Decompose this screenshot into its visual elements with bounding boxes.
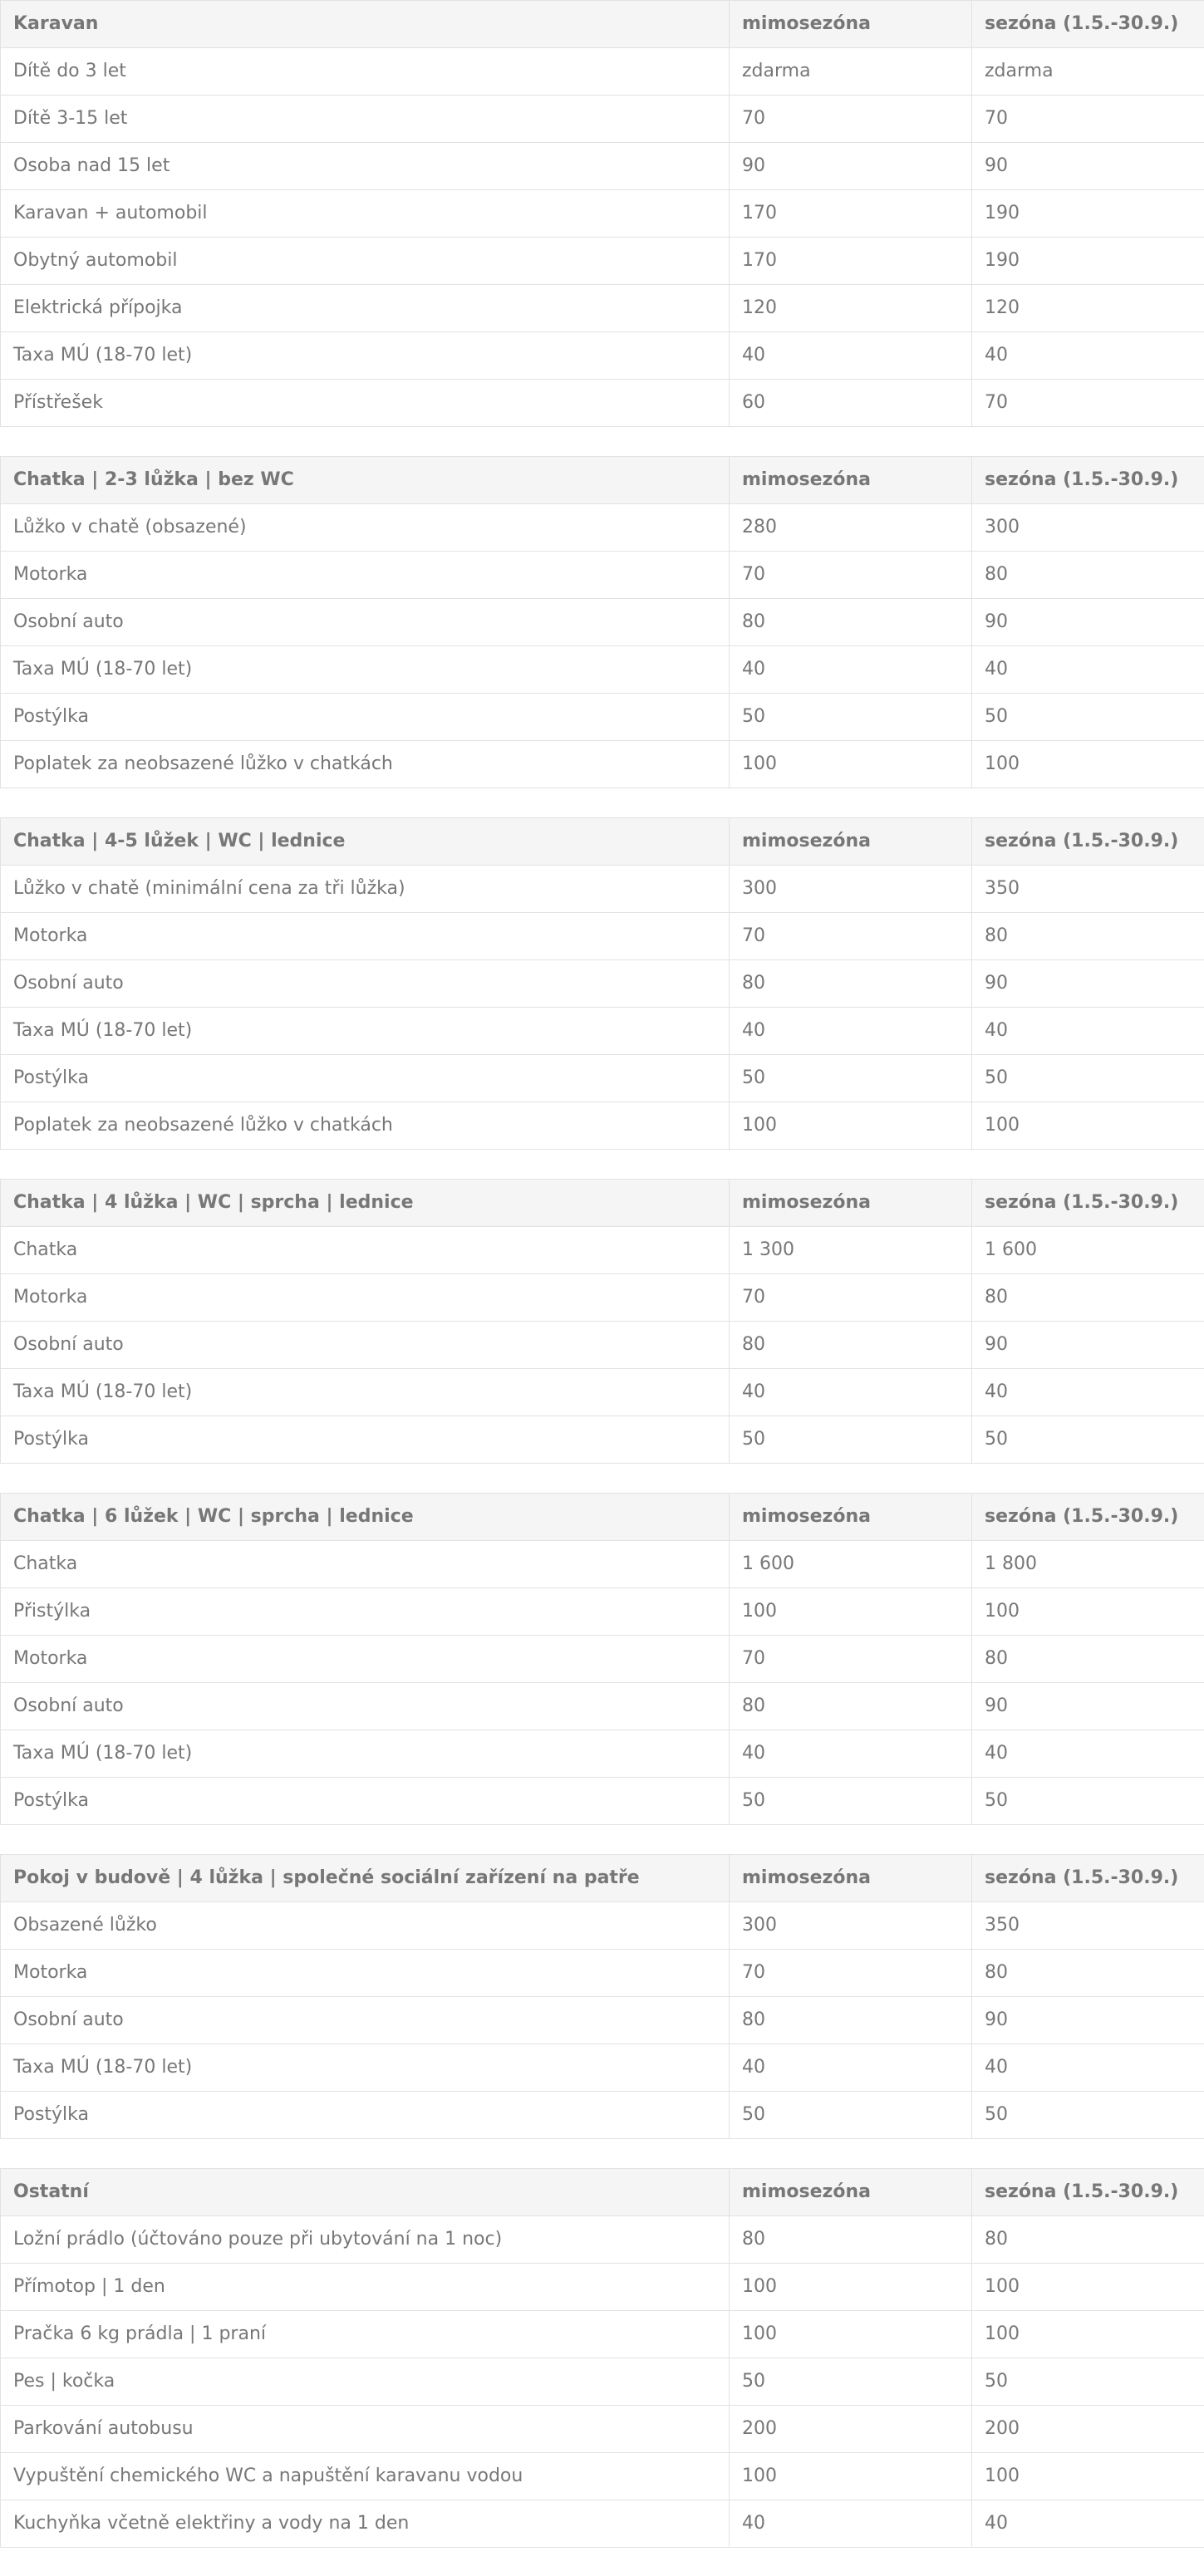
season-price-cell: 80 [972, 1636, 1204, 1683]
item-name-cell: Obytný automobil [1, 238, 730, 285]
table-row [1, 2453, 1204, 2500]
off-season-price-cell: 70 [730, 1950, 972, 1997]
season-price-cell: 300 [972, 504, 1204, 552]
table-row [1, 1008, 1204, 1055]
table-row [1, 599, 1204, 646]
season-price-cell: 40 [972, 332, 1204, 380]
off-season-price-cell: 50 [730, 694, 972, 741]
off-season-price-cell: 50 [730, 2358, 972, 2406]
category-header: Chatka | 6 lůžek | WC | sprcha | lednice [1, 1494, 730, 1541]
table-row [1, 238, 1204, 285]
category-header: Chatka | 4 lůžka | WC | sprcha | lednice [1, 1180, 730, 1227]
item-name-cell: Taxa MÚ (18-70 let) [1, 2044, 730, 2092]
table-row [1, 1369, 1204, 1416]
off-season-price-cell: 40 [730, 2500, 972, 2548]
season-header: sezóna (1.5.-30.9.) [972, 1, 1204, 48]
item-name-cell: Poplatek za neobsazené lůžko v chatkách [1, 741, 730, 788]
table-row [1, 1541, 1204, 1588]
off-season-price-cell: 1 300 [730, 1227, 972, 1274]
off-season-price-cell: 80 [730, 599, 972, 646]
off-season-price-cell: 90 [730, 143, 972, 190]
off-season-price-cell: 80 [730, 1322, 972, 1369]
season-price-cell: 90 [972, 1322, 1204, 1369]
season-price-cell: 80 [972, 2216, 1204, 2264]
off-season-price-cell: 80 [730, 960, 972, 1008]
table-row [1, 2406, 1204, 2453]
off-season-price-cell: 40 [730, 1369, 972, 1416]
item-name-cell: Taxa MÚ (18-70 let) [1, 1008, 730, 1055]
item-name-cell: Přistýlka [1, 1588, 730, 1636]
table-row [1, 1997, 1204, 2044]
season-price-cell: 190 [972, 238, 1204, 285]
item-name-cell: Vypuštění chemického WC a napuštění karavanu vodou [1, 2453, 730, 2500]
off-season-price-cell: 170 [730, 238, 972, 285]
season-price-cell: 50 [972, 2358, 1204, 2406]
item-name-cell: Karavan + automobil [1, 190, 730, 238]
season-header: sezóna (1.5.-30.9.) [972, 1494, 1204, 1541]
off-season-header: mimosezóna [730, 818, 972, 866]
category-header: Chatka | 2-3 lůžka | bez WC [1, 457, 730, 504]
item-name-cell: Osobní auto [1, 599, 730, 646]
off-season-header: mimosezóna [730, 457, 972, 504]
price-table [0, 456, 1204, 788]
price-table [0, 0, 1204, 427]
season-price-cell: 90 [972, 960, 1204, 1008]
item-name-cell: Chatka [1, 1541, 730, 1588]
table-row [1, 1636, 1204, 1683]
off-season-price-cell: 300 [730, 866, 972, 913]
price-table [0, 817, 1204, 1150]
table-row [1, 504, 1204, 552]
item-name-cell: Osoba nad 15 let [1, 143, 730, 190]
season-price-cell: 90 [972, 143, 1204, 190]
item-name-cell: Pračka 6 kg prádla | 1 praní [1, 2311, 730, 2358]
category-header: Pokoj v budově | 4 lůžka | společné sociální zařízení na patře [1, 1855, 730, 1902]
table-header-row [1, 2169, 1204, 2216]
table-row [1, 332, 1204, 380]
season-price-cell: 50 [972, 2092, 1204, 2139]
category-header: Chatka | 4-5 lůžek | WC | lednice [1, 818, 730, 866]
table-row [1, 1683, 1204, 1730]
season-price-cell: 200 [972, 2406, 1204, 2453]
off-season-price-cell: 100 [730, 2453, 972, 2500]
item-name-cell: Postýlka [1, 694, 730, 741]
off-season-header: mimosezóna [730, 1, 972, 48]
off-season-price-cell: 300 [730, 1902, 972, 1950]
season-price-cell: 100 [972, 2453, 1204, 2500]
off-season-header: mimosezóna [730, 1855, 972, 1902]
off-season-price-cell: 70 [730, 1636, 972, 1683]
table-row [1, 2216, 1204, 2264]
off-season-price-cell: 40 [730, 646, 972, 694]
item-name-cell: Motorka [1, 552, 730, 599]
table-header-row [1, 818, 1204, 866]
season-price-cell: 70 [972, 380, 1204, 427]
item-name-cell: Ložní prádlo (účtováno pouze při ubytování na 1 noc) [1, 2216, 730, 2264]
off-season-price-cell: 100 [730, 1588, 972, 1636]
season-price-cell: 40 [972, 2044, 1204, 2092]
item-name-cell: Lůžko v chatě (obsazené) [1, 504, 730, 552]
season-price-cell: 70 [972, 96, 1204, 143]
item-name-cell: Motorka [1, 1274, 730, 1322]
season-price-cell: 50 [972, 694, 1204, 741]
table-row [1, 285, 1204, 332]
table-row [1, 1055, 1204, 1102]
off-season-price-cell: 200 [730, 2406, 972, 2453]
table-row [1, 96, 1204, 143]
season-price-cell: 350 [972, 1902, 1204, 1950]
off-season-price-cell: 60 [730, 380, 972, 427]
item-name-cell: Taxa MÚ (18-70 let) [1, 1369, 730, 1416]
table-row [1, 1322, 1204, 1369]
off-season-price-cell: 280 [730, 504, 972, 552]
item-name-cell: Osobní auto [1, 1997, 730, 2044]
price-table [0, 1854, 1204, 2139]
season-price-cell: 40 [972, 1008, 1204, 1055]
item-name-cell: Elektrická přípojka [1, 285, 730, 332]
season-price-cell: 80 [972, 1274, 1204, 1322]
item-name-cell: Taxa MÚ (18-70 let) [1, 1730, 730, 1778]
item-name-cell: Kuchyňka včetně elektřiny a vody na 1 den [1, 2500, 730, 2548]
item-name-cell: Přístřešek [1, 380, 730, 427]
price-table [0, 1493, 1204, 1825]
season-price-cell: 50 [972, 1055, 1204, 1102]
off-season-price-cell: zdarma [730, 48, 972, 96]
table-row [1, 1950, 1204, 1997]
table-row [1, 1102, 1204, 1150]
season-price-cell: 90 [972, 1997, 1204, 2044]
table-row [1, 2044, 1204, 2092]
item-name-cell: Postýlka [1, 1416, 730, 1464]
item-name-cell: Lůžko v chatě (minimální cena za tři lůžka) [1, 866, 730, 913]
item-name-cell: Dítě 3-15 let [1, 96, 730, 143]
season-price-cell: 40 [972, 2500, 1204, 2548]
off-season-price-cell: 70 [730, 552, 972, 599]
table-row [1, 1274, 1204, 1322]
season-price-cell: 80 [972, 552, 1204, 599]
season-price-cell: 90 [972, 1683, 1204, 1730]
season-price-cell: 1 600 [972, 1227, 1204, 1274]
season-price-cell: 120 [972, 285, 1204, 332]
item-name-cell: Poplatek za neobsazené lůžko v chatkách [1, 1102, 730, 1150]
season-price-cell: 80 [972, 1950, 1204, 1997]
item-name-cell: Chatka [1, 1227, 730, 1274]
item-name-cell: Osobní auto [1, 1322, 730, 1369]
table-row [1, 646, 1204, 694]
item-name-cell: Postýlka [1, 1055, 730, 1102]
item-name-cell: Motorka [1, 1950, 730, 1997]
category-header: Karavan [1, 1, 730, 48]
table-header-row [1, 1494, 1204, 1541]
table-row [1, 190, 1204, 238]
season-price-cell: 80 [972, 913, 1204, 960]
off-season-price-cell: 1 600 [730, 1541, 972, 1588]
off-season-price-cell: 50 [730, 1416, 972, 1464]
season-price-cell: 190 [972, 190, 1204, 238]
table-header-row [1, 1, 1204, 48]
off-season-price-cell: 40 [730, 2044, 972, 2092]
off-season-price-cell: 50 [730, 1778, 972, 1825]
season-price-cell: 350 [972, 866, 1204, 913]
price-table [0, 2168, 1204, 2548]
season-price-cell: 40 [972, 1369, 1204, 1416]
price-table [0, 1179, 1204, 1464]
off-season-price-cell: 70 [730, 913, 972, 960]
item-name-cell: Parkování autobusu [1, 2406, 730, 2453]
item-name-cell: Postýlka [1, 2092, 730, 2139]
table-row [1, 2311, 1204, 2358]
item-name-cell: Motorka [1, 913, 730, 960]
season-price-cell: 40 [972, 1730, 1204, 1778]
table-row [1, 380, 1204, 427]
off-season-header: mimosezóna [730, 1180, 972, 1227]
off-season-price-cell: 100 [730, 741, 972, 788]
off-season-price-cell: 80 [730, 1997, 972, 2044]
table-row [1, 552, 1204, 599]
table-row [1, 960, 1204, 1008]
off-season-price-cell: 100 [730, 2264, 972, 2311]
item-name-cell: Taxa MÚ (18-70 let) [1, 332, 730, 380]
table-header-row [1, 1855, 1204, 1902]
off-season-price-cell: 40 [730, 332, 972, 380]
off-season-price-cell: 120 [730, 285, 972, 332]
item-name-cell: Obsazené lůžko [1, 1902, 730, 1950]
table-row [1, 1227, 1204, 1274]
category-header: Ostatní [1, 2169, 730, 2216]
off-season-price-cell: 100 [730, 1102, 972, 1150]
off-season-price-cell: 80 [730, 2216, 972, 2264]
season-header: sezóna (1.5.-30.9.) [972, 2169, 1204, 2216]
season-price-cell: 40 [972, 646, 1204, 694]
season-price-cell: 100 [972, 2311, 1204, 2358]
table-row [1, 48, 1204, 96]
table-row [1, 1416, 1204, 1464]
season-header: sezóna (1.5.-30.9.) [972, 457, 1204, 504]
item-name-cell: Pes | kočka [1, 2358, 730, 2406]
item-name-cell: Osobní auto [1, 960, 730, 1008]
table-row [1, 2092, 1204, 2139]
table-header-row [1, 1180, 1204, 1227]
item-name-cell: Dítě do 3 let [1, 48, 730, 96]
season-price-cell: 100 [972, 741, 1204, 788]
table-header-row [1, 457, 1204, 504]
item-name-cell: Motorka [1, 1636, 730, 1683]
season-price-cell: 100 [972, 2264, 1204, 2311]
off-season-header: mimosezóna [730, 2169, 972, 2216]
off-season-price-cell: 170 [730, 190, 972, 238]
item-name-cell: Taxa MÚ (18-70 let) [1, 646, 730, 694]
season-price-cell: 100 [972, 1588, 1204, 1636]
off-season-price-cell: 40 [730, 1008, 972, 1055]
off-season-price-cell: 40 [730, 1730, 972, 1778]
season-price-cell: 50 [972, 1416, 1204, 1464]
season-price-cell: 50 [972, 1778, 1204, 1825]
season-price-cell: 100 [972, 1102, 1204, 1150]
season-header: sezóna (1.5.-30.9.) [972, 1855, 1204, 1902]
table-row [1, 1730, 1204, 1778]
off-season-price-cell: 50 [730, 2092, 972, 2139]
season-price-cell: 90 [972, 599, 1204, 646]
season-header: sezóna (1.5.-30.9.) [972, 818, 1204, 866]
off-season-price-cell: 50 [730, 1055, 972, 1102]
table-row [1, 143, 1204, 190]
item-name-cell: Přímotop | 1 den [1, 2264, 730, 2311]
table-row [1, 1778, 1204, 1825]
table-row [1, 1588, 1204, 1636]
off-season-price-cell: 80 [730, 1683, 972, 1730]
season-header: sezóna (1.5.-30.9.) [972, 1180, 1204, 1227]
table-row [1, 694, 1204, 741]
season-price-cell: zdarma [972, 48, 1204, 96]
table-row [1, 2264, 1204, 2311]
off-season-price-cell: 100 [730, 2311, 972, 2358]
table-row [1, 913, 1204, 960]
off-season-price-cell: 70 [730, 96, 972, 143]
table-row [1, 1902, 1204, 1950]
table-row [1, 866, 1204, 913]
table-row [1, 2358, 1204, 2406]
table-row [1, 741, 1204, 788]
item-name-cell: Osobní auto [1, 1683, 730, 1730]
off-season-price-cell: 70 [730, 1274, 972, 1322]
season-price-cell: 1 800 [972, 1541, 1204, 1588]
table-row [1, 2500, 1204, 2548]
item-name-cell: Postýlka [1, 1778, 730, 1825]
off-season-header: mimosezóna [730, 1494, 972, 1541]
